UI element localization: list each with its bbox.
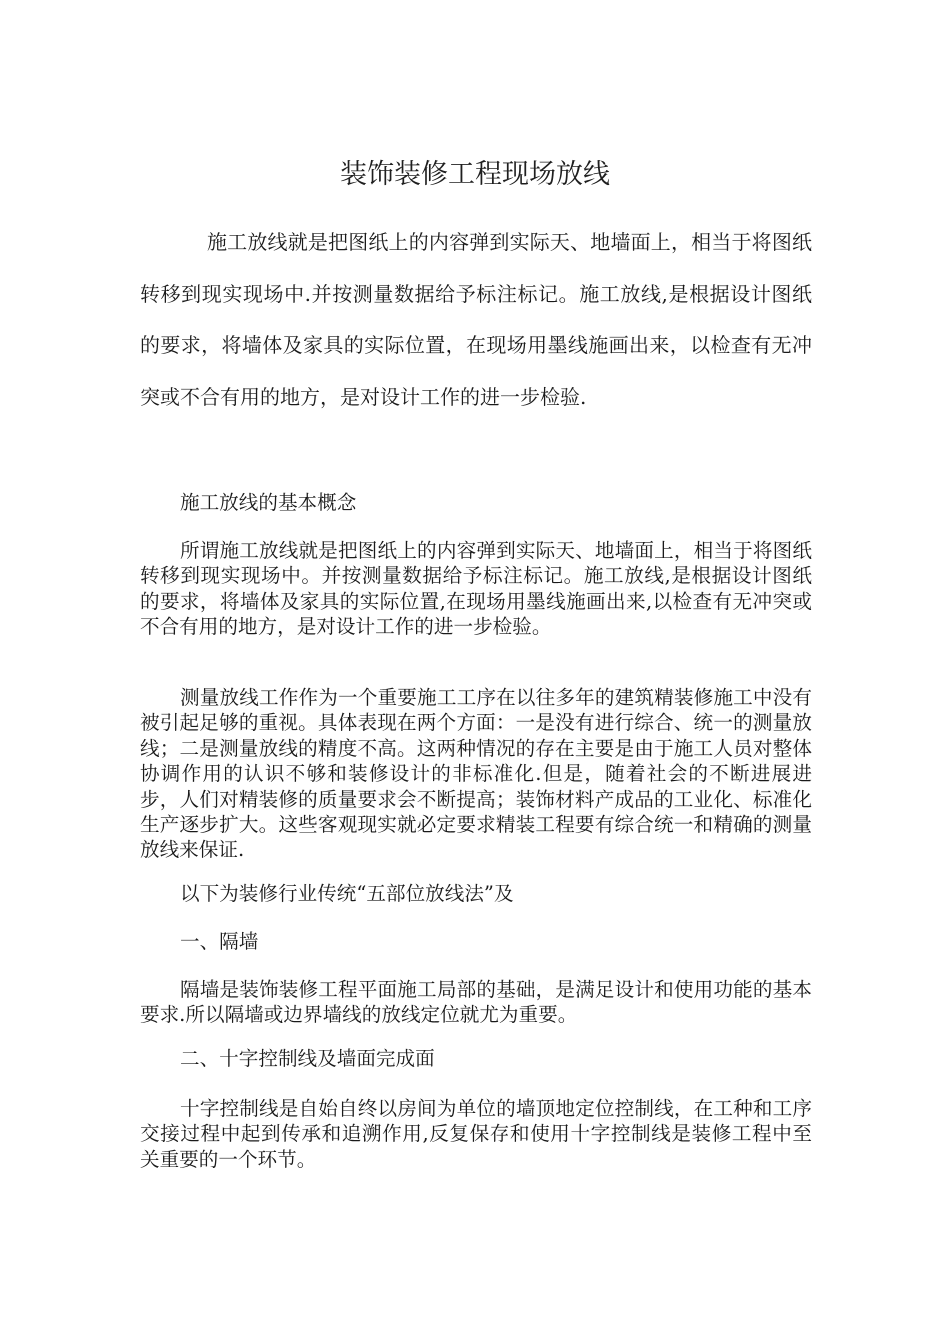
paragraph-cross-line: 十字控制线是自始自终以房间为单位的墙顶地定位控制线，在工种和工序交接过程中起到传承和追溯作用,反复保存和使用十字控制线是装修工程中至关重要的一个环节。 (140, 1097, 812, 1171)
section-heading-basic-concept: 施工放线的基本概念 (180, 491, 357, 514)
document-title: 装饰装修工程现场放线 (340, 159, 610, 190)
paragraph-five-methods: 以下为装修行业传统“五部位放线法”及 (180, 882, 514, 905)
section-heading-partition: 一、隔墙 (180, 930, 259, 953)
paragraph-partition: 隔墙是装饰装修工程平面施工局部的基础，是满足设计和使用功能的基本要求.所以隔墙或边界墙线的放线定位就尤为重要。 (140, 978, 812, 1027)
section-heading-cross-line: 二、十字控制线及墙面完成面 (180, 1047, 435, 1070)
paragraph-importance: 测量放线工作作为一个重要施工工序在以往多年的建筑精装修施工中没有被引起足够的重视。具体表现在两个方面：一是没有进行综合、统一的测量放线；二是测量放线的精度不高。这两种情况的存在主要是由于施工人员对整体协调作用的认识不够和装修设计的非标准化.但是，随着社会的不断进展进步，人们对精装修的质量要求会不断提高；装饰材料产成品的工业化、标准化生产逐步扩大。这些客观现实就必定要求精装工程要有综合统一和精确的测量放线来保证. (140, 686, 812, 862)
intro-paragraph: 施工放线就是把图纸上的内容弹到实际天、地墙面上，相当于将图纸转移到现实现场中.并按测量数据给予标注标记。施工放线,是根据设计图纸的要求，将墙体及家具的实际位置，在现场用墨线施画出来，以检查有无冲突或不合有用的地方，是对设计工作的进一步检验. (140, 230, 812, 409)
paragraph-definition: 所谓施工放线就是把图纸上的内容弹到实际天、地墙面上，相当于将图纸转移到现实现场中。并按测量数据给予标注标记。施工放线,是根据设计图纸的要求，将墙体及家具的实际位置,在现场用墨线施画出来,以检查有无冲突或不合有用的地方，是对设计工作的进一步检验。 (140, 539, 812, 639)
